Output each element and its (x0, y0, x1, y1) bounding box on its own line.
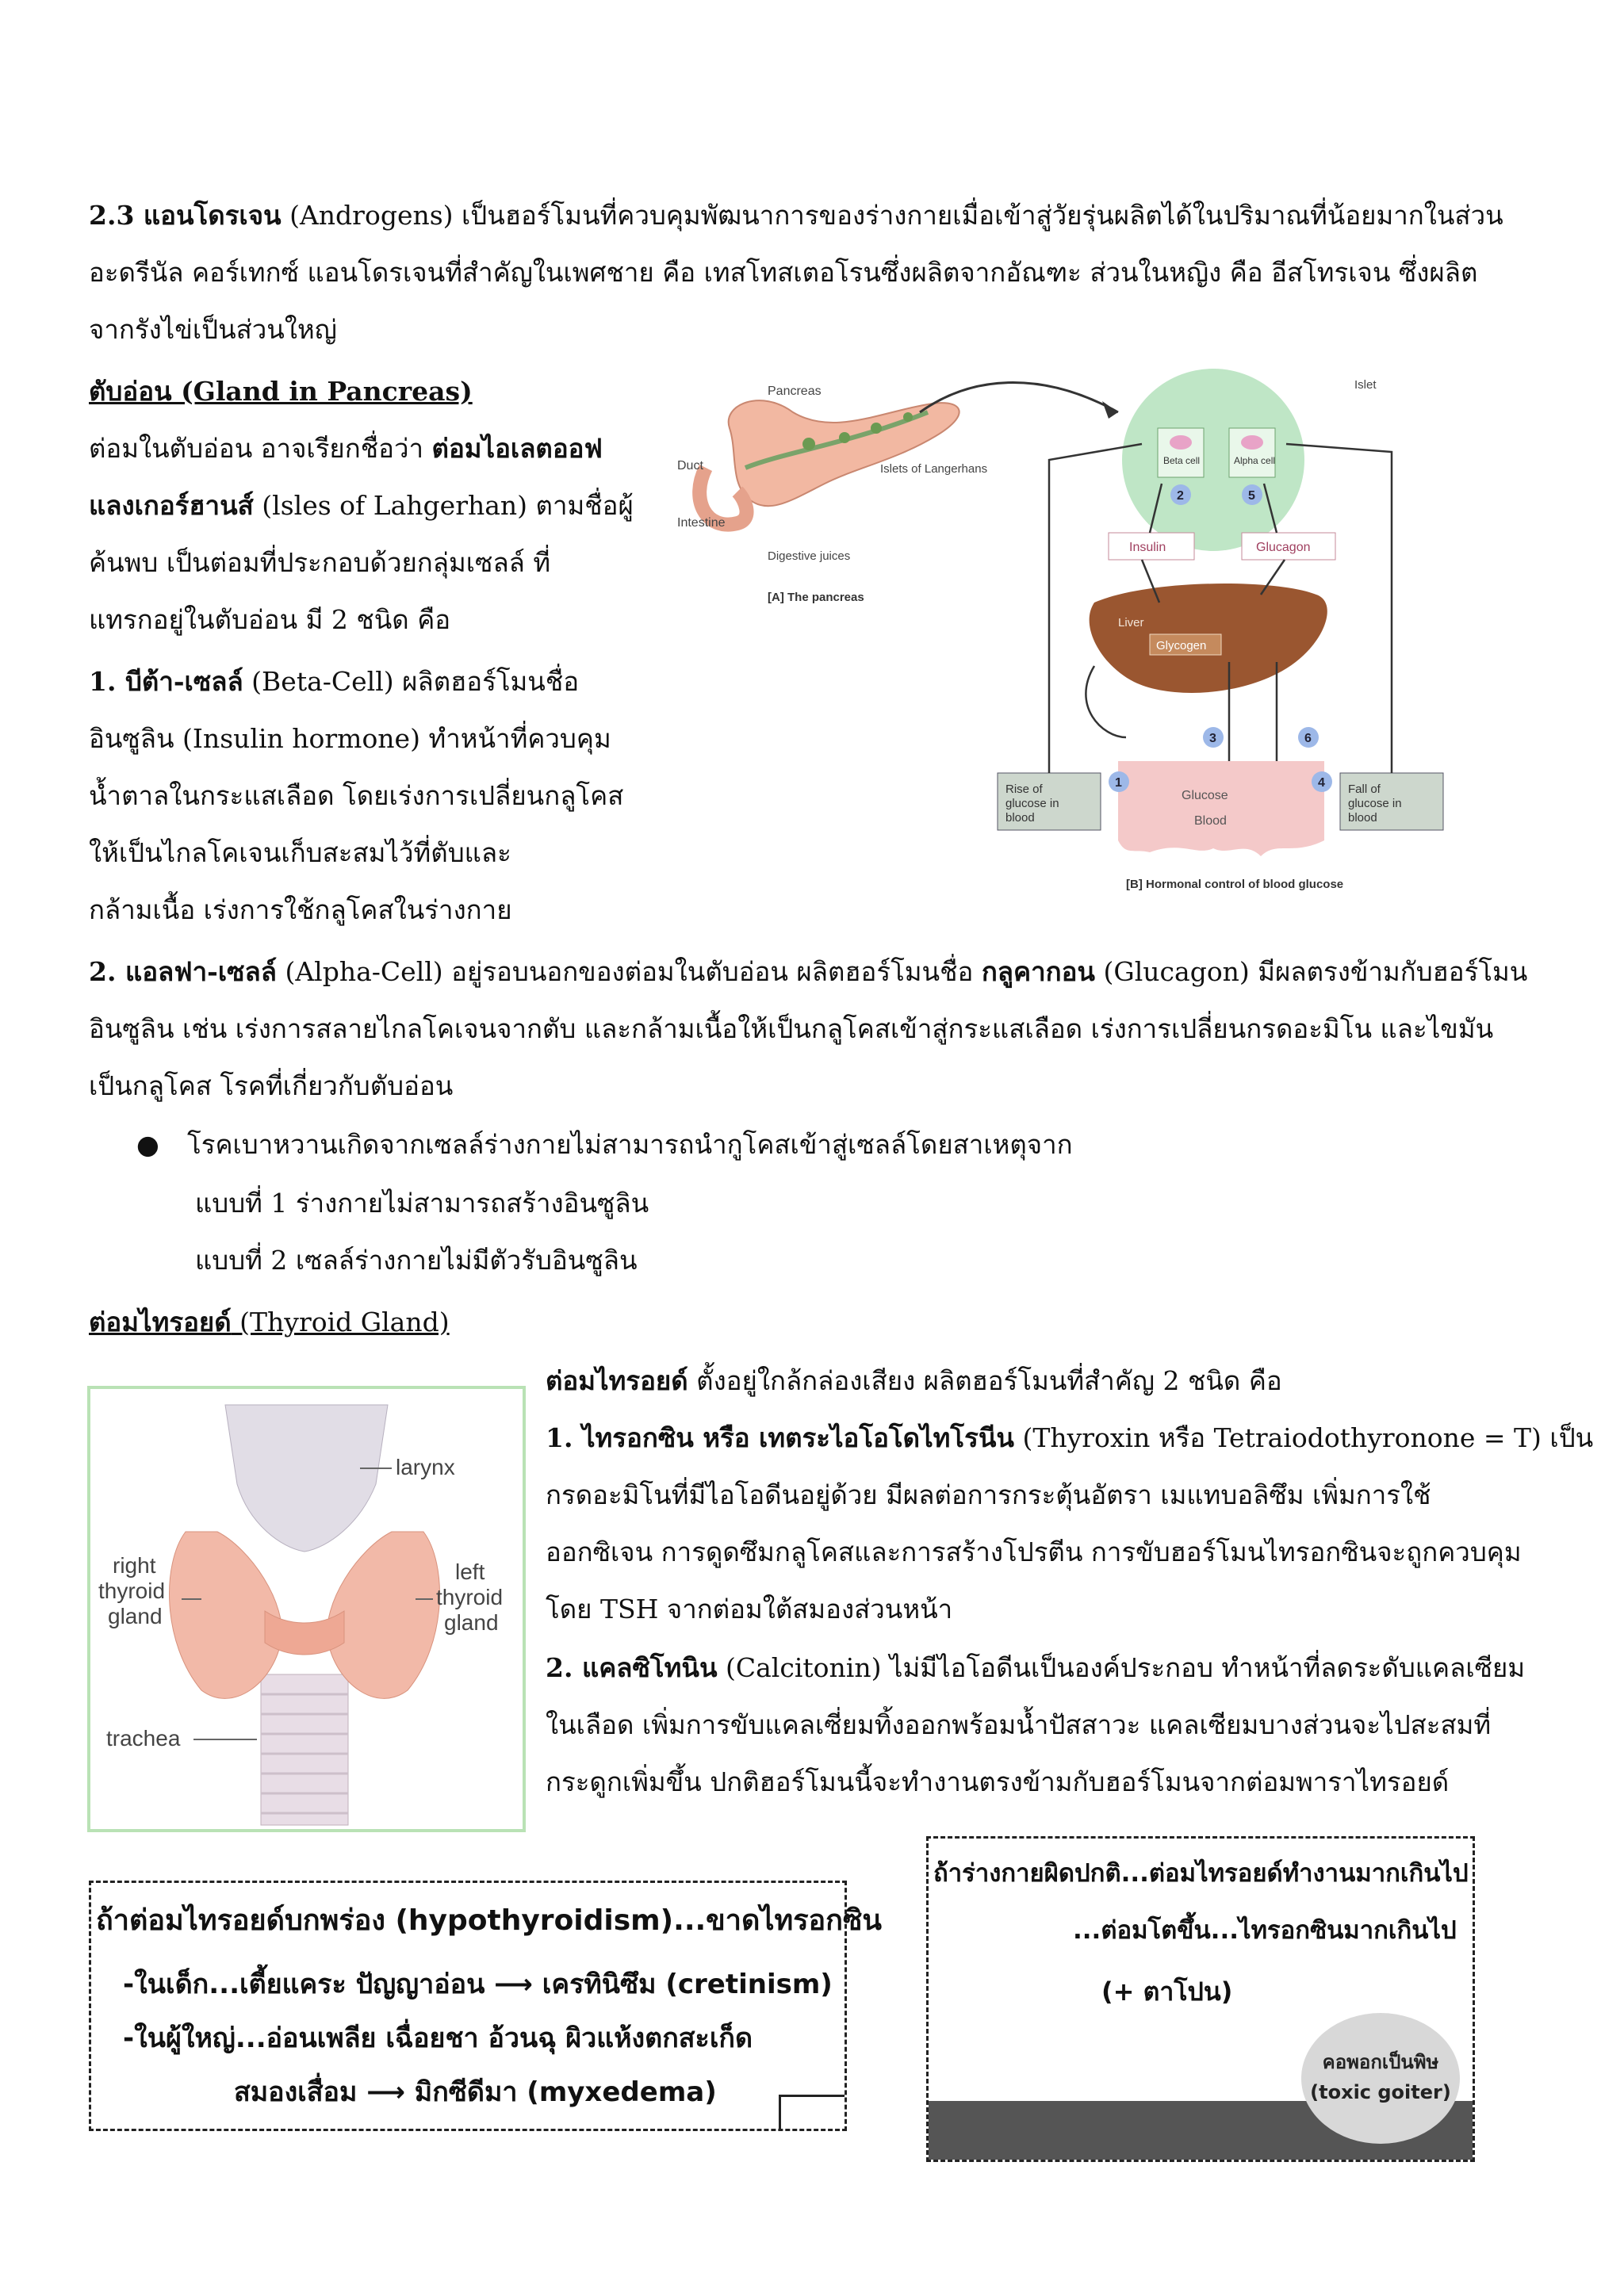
text: (Thyroxin หรือ Tetraiodothyronone = T) เป็น (1014, 1422, 1594, 1453)
thyroid-line-4: ออกซิเจน การดูดซึมกลูโคสและการสร้างโปรตีน การขับฮอร์โมนไทรอกซินจะถูกควบคุม (546, 1536, 1522, 1567)
label-intestine: Intestine (677, 516, 726, 530)
thyroid-title-rest: (Thyroid Gland) (231, 1307, 450, 1337)
step-4: 4 (1318, 776, 1325, 790)
thyroid-title-bold: ต่อมไทรอยด์ (89, 1307, 232, 1337)
text: (Beta-Cell) ผลิตฮอร์โมนชื่อ (243, 666, 580, 697)
label-fall: Fall of glucose in blood (1348, 783, 1402, 825)
hypo-line-2: -ในเด็ก...เตี้ยแคระ ปัญญาอ่อน ⟶ เครทินิซึม (cretinism) (123, 1969, 833, 2000)
label-trachea: trachea (106, 1726, 181, 1751)
label-liver: Liver (1118, 616, 1144, 629)
label-duct: Duct (677, 459, 703, 473)
thyroid-line-7: ในเลือด เพิ่มการขับแคลเซี่ยมทิ้งออกพร้อมน้ำปัสสาวะ แคลเซียมบางส่วนจะไปสะสมที่ (546, 1709, 1492, 1740)
androgens-line-1 (89, 187, 1503, 244)
pancreas-section-title: ตับอ่อน (Gland in Pancreas) (89, 376, 473, 407)
hypo-line-3: -ในผู้ใหญ่...อ่อนเพลีย เฉื่อยชา อ้วนฉุ ผิวแห้งตกสะเก็ด (123, 2022, 753, 2054)
diabetes-type-2: แบบที่ 2 เซลล์ร่างกายไม่มีตัวรับอินซูลิน (195, 1245, 638, 1276)
thyroid-line-1 (546, 1353, 1282, 1410)
alpha-cell-line-3: เป็นกลูโคส โรคที่เกี่ยวกับตับอ่อน (89, 1070, 454, 1101)
pancreas-intro-line-1 (89, 420, 603, 477)
pancreas-shape (729, 400, 959, 506)
androgens-line-3: จากรังไข่เป็นส่วนใหญ่ (89, 314, 337, 345)
label-pancreas: Pancreas (768, 385, 822, 398)
goiter-badge (1301, 2013, 1460, 2144)
beta-cell-line-1 (89, 653, 579, 710)
goiter-english: (toxic goiter) (1310, 2081, 1451, 2103)
hyper-line-2: ...ต่อมโตขึ้น...ไทรอกซินมากเกินไป (1073, 1916, 1457, 1945)
pancreas-intro-line-4: แทรกอยู่ในตับอ่อน มี 2 ชนิด คือ (89, 604, 451, 635)
step-3: 3 (1209, 732, 1216, 745)
hypothyroidism-box (89, 1881, 883, 2131)
step-6: 6 (1304, 732, 1312, 745)
hyper-line-3: (+ ตาโปน) (1101, 1976, 1233, 2007)
step-1: 1 (1115, 776, 1122, 790)
beta-cell-line-2: อินซูลิน (Insulin hormone) ทำหน้าที่ควบคุม (89, 723, 611, 754)
caption-b: [B] Hormonal control of blood glucose (1126, 878, 1344, 891)
term-thyroid: ต่อมไทรอยด์ (546, 1365, 688, 1396)
thyroid-line-6 (546, 1640, 1525, 1697)
beta-cell-line-5: กล้ามเนื้อ เร่งการใช้กลูโคสในร่างกาย (89, 894, 512, 925)
pancreas-intro-line-3: ค้นพบ เป็นต่อมที่ประกอบด้วยกลุ่มเซลล์ ที่ (89, 547, 551, 578)
beta-cell-heading: 1. บีต้า-เซลล์ (89, 666, 243, 697)
label-digestive: Digestive juices (768, 549, 851, 563)
beta-cell-line-3: น้ำตาลในกระแสเลือด โดยเร่งการเปลี่ยนกลูโคส (89, 780, 624, 811)
label-beta-cell: Beta cell (1163, 455, 1201, 466)
thyroid-line-5: โดย TSH จากต่อมใต้สมองส่วนหน้า (546, 1594, 953, 1624)
label-glycogen: Glycogen (1156, 639, 1207, 652)
diabetes-bullet: โรคเบาหวานเกิดจากเซลล์ร่างกายไม่สามารถนำกูโคสเข้าสู่เซลล์โดยสาเหตุจาก (187, 1129, 1073, 1160)
hyperthyroidism-box (926, 1836, 1475, 2162)
text: (Glucagon) มีผลตรงข้ามกับฮอร์โมน (1095, 956, 1528, 987)
label-islets: Islets of Langerhans (880, 462, 988, 476)
label-glucose: Glucose (1182, 789, 1228, 802)
step-5: 5 (1248, 489, 1255, 503)
hyper-line-1: ถ้าร่างกายผิดปกติ...ต่อมไทรอยด์ทำงานมากเกินไป (933, 1859, 1469, 1888)
thyroid-line-3: กรดอะมิโนที่มีไอโอดีนอยู่ด้วย มีผลต่อการกระตุ้นอัตรา เมแทบอลิซึม เพิ่มการใช้ (546, 1479, 1431, 1510)
text: (Calcitonin) ไม่มีไอโอดีนเป็นองค์ประกอบ ทำหน้าที่ลดระดับแคลเซียม (717, 1652, 1526, 1683)
label-glucagon: Glucagon (1256, 541, 1311, 554)
thyroid-section-title (89, 1294, 450, 1351)
term-glucagon: กลูคากอน (981, 956, 1095, 987)
diabetes-type-1: แบบที่ 1 ร่างกายไม่สามารถสร้างอินซูลิน (195, 1188, 649, 1219)
term-langerhans: แลงเกอร์ฮานส์ (89, 490, 254, 521)
thyroid-line-8: กระดูกเพิ่มขึ้น ปกติฮอร์โมนนี้จะทำงานตรงข้ามกับฮอร์โมนจากต่อมพาราไทรอยด์ (546, 1766, 1450, 1797)
pancreas-figure (674, 365, 1491, 904)
text: (lsles of Lahgerhan) ตามชื่อผู้ (253, 490, 634, 521)
thyroid-illustration (90, 1389, 523, 1829)
hypo-line-4: สมองเสื่อม ⟶ มิกซีดีมา (myxedema) (234, 2076, 717, 2108)
label-larynx: larynx (396, 1455, 455, 1479)
label-left-thyroid: left thyroid gland (436, 1559, 504, 1635)
label-blood: Blood (1194, 814, 1227, 828)
goiter-thai: คอพอกเป็นพิษ (1322, 2051, 1439, 2073)
androgens-heading: 2.3 แอนโดรเจน (89, 200, 282, 231)
alpha-cell-line-2: อินซูลิน เช่น เร่งการสลายไกลโคเจนจากตับ และกล้ามเนื้อให้เป็นกลูโคสเข้าสู่กระแสเลือด เร่งการเปลี่ยนกรดอะมิโน และไขมัน (89, 1013, 1494, 1044)
term-thyroxin: 1. ไทรอกซิน หรือ เทตระไอโอโดไทโรนีน (546, 1422, 1014, 1453)
thyroid-line-2 (546, 1410, 1593, 1467)
text: ต่อมในตับอ่อน อาจเรียกชื่อว่า (89, 433, 432, 464)
bullet-icon: ● (136, 1129, 159, 1160)
androgens-line-2: อะดรีนัล คอร์เทกซ์ แอนโดรเจนที่สำคัญในเพศชาย คือ เทสโทสเตอโรนซึ่งผลิตจากอัณฑะ ส่วนในหญิง คือ อีสโทรเจน ซึ่งผลิต (89, 257, 1478, 288)
term-islets: ต่อมไอเลตออฟ (431, 433, 603, 464)
text: (Alpha-Cell) อยู่รอบนอกของต่อมในตับอ่อน ผลิตฮอร์โมนชื่อ (276, 956, 982, 987)
corner-tab (779, 2095, 845, 2129)
islet-circle (1122, 369, 1304, 551)
hypo-line-1: ถ้าต่อมไทรอยด์บกพร่อง (hypothyroidism)...ขาดไทรอกซิน (96, 1904, 883, 1937)
label-islet: Islet (1354, 378, 1377, 392)
alpha-cell-heading: 2. แอลฟา-เซลล์ (89, 956, 277, 987)
isthmus-shape (265, 1611, 344, 1655)
beta-cell-line-4: ให้เป็นไกลโคเจนเก็บสะสมไว้ที่ตับและ (89, 837, 511, 868)
label-rise: Rise of glucose in blood (1005, 783, 1059, 825)
term-calcitonin: 2. แคลซิโทนิน (546, 1652, 718, 1683)
pancreas-intro-line-2 (89, 477, 634, 534)
larynx-shape (225, 1405, 388, 1552)
label-alpha-cell: Alpha cell (1234, 455, 1276, 466)
blood-shape (1118, 761, 1324, 856)
caption-a: [A] The pancreas (768, 591, 864, 604)
label-insulin: Insulin (1129, 541, 1166, 554)
step-2: 2 (1177, 489, 1184, 503)
thyroid-figure (87, 1386, 526, 1832)
label-right-thyroid: right thyroid gland (98, 1553, 166, 1628)
text: ตั้งอยู่ใกล้กล่องเสียง ผลิตฮอร์โมนที่สำคัญ 2 ชนิด คือ (688, 1365, 1282, 1396)
alpha-cell-line-1 (89, 943, 1527, 1001)
androgens-text: (Androgens) เป็นฮอร์โมนที่ควบคุมพัฒนาการของร่างกายเมื่อเข้าสู่วัยรุ่นผลิตได้ในปริมาณที่น้อยมากในส่วน (281, 200, 1503, 231)
